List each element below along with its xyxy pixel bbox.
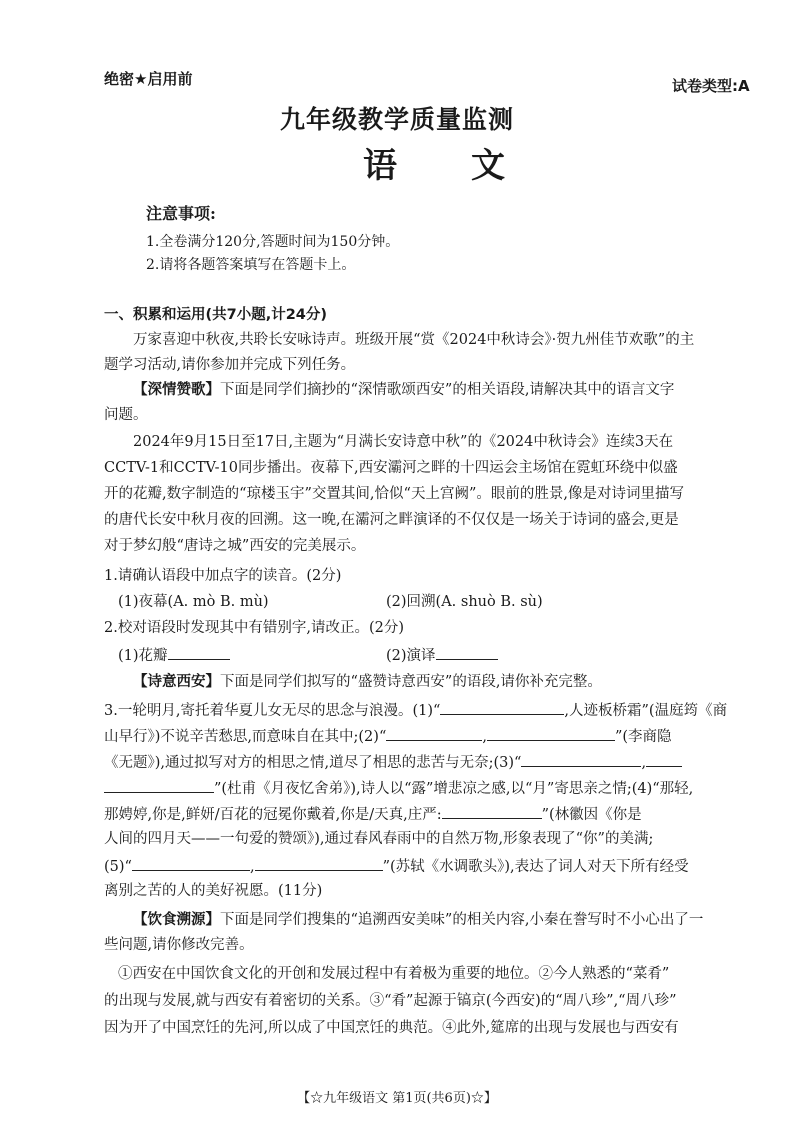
question-2-item-2 — [386, 644, 498, 666]
question-2-item-1 — [118, 644, 230, 666]
question-1-option-2: (2)回溯(A. shuò B. sù) — [386, 594, 543, 610]
q3-text: ,人迹板桥霜”(温庭筠《商 — [564, 703, 728, 719]
question-3-line — [104, 725, 672, 747]
question-3-line — [104, 699, 727, 721]
exam-title: 九年级教学质量监测 — [279, 105, 514, 134]
part-food-origin — [133, 910, 703, 930]
passage-line: 对于梦幻般“唐诗之城”西安的完美展示。 — [104, 538, 366, 554]
answer-blank[interactable] — [646, 751, 682, 767]
q2-word: (1)花瓣 — [118, 648, 168, 664]
question-3-line — [104, 855, 689, 877]
question-3-line — [104, 777, 693, 799]
answer-blank[interactable] — [104, 777, 214, 793]
answer-blank[interactable] — [168, 644, 230, 660]
part-text-cont: 些问题,请你修改完善。 — [104, 937, 254, 953]
question-3-line — [104, 881, 322, 901]
part-text: 下面是同学们摘抄的“深情歌颂西安”的相关语段,请解决其中的语言文字 — [220, 382, 675, 398]
passage2-line: 因为开了中国烹饪的先河,所以成了中国烹饪的典范。④此外,筵席的出现与发展也与西安有 — [104, 1020, 679, 1036]
part-tag: 【深情赞歌】 — [133, 381, 220, 398]
subject-char-2: 文 — [471, 146, 505, 186]
passage-line: 2024年9月15日至17日,主题为“月满长安诗意中秋”的《2024中秋诗会》连续3天在 — [133, 434, 674, 450]
answer-blank[interactable] — [442, 803, 542, 819]
question-1-stem: 1.请确认语段中加点字的读音。(2分) — [104, 568, 342, 584]
question-3-line — [104, 751, 682, 773]
question-3-line — [104, 803, 642, 825]
question-2-stem: 2.校对语段时发现其中有错别字,请改正。(2分) — [104, 620, 404, 636]
q3-text: ”(杜甫《月夜忆舍弟》),诗人以“露”增悲凉之感,以“月”寄思亲之情;(4)“那轻, — [214, 781, 694, 797]
answer-blank[interactable] — [436, 644, 498, 660]
part-text-cont: 问题。 — [104, 407, 148, 423]
q3-text: ”(苏轼《水调歌头》),表达了词人对天下所有经受 — [382, 859, 689, 875]
intro-line: 题学习活动,请你参加并完成下列任务。 — [104, 357, 356, 373]
q3-text: , — [641, 755, 647, 771]
subject-title — [363, 138, 505, 187]
answer-blank[interactable] — [521, 751, 641, 767]
q3-text: ”(林徽因《你是 — [541, 807, 642, 823]
subject-char-1: 语 — [363, 146, 397, 186]
note-item: 1.全卷满分120分,答题时间为150分钟。 — [146, 234, 400, 250]
paper-type-label: 试卷类型:A — [672, 77, 750, 95]
note-item: 2.请将各题答案填写在答题卡上。 — [146, 257, 356, 273]
passage-line: 开的花瓣,数字制造的“琼楼玉宇”交置其间,恰似“天上宫阙”。眼前的胜景,像是对诗词里描写 — [104, 486, 684, 502]
part-poetic-xian — [133, 672, 602, 692]
q3-text: 离别之苦的人的美好祝愿。(11分) — [104, 883, 323, 899]
question-3-line — [104, 829, 653, 849]
q2-word: (2)演译 — [386, 648, 436, 664]
q3-text: 3.一轮明月,寄托着华夏儿女无尽的思念与浪漫。(1)“ — [104, 703, 441, 719]
q3-text: 《无题》),通过拟写对方的相思之情,道尽了相思的悲苦与无奈;(3)“ — [104, 755, 522, 771]
part-text: 下面是同学们搜集的“追溯西安美味”的相关内容,小秦在誊写时不小心出了一 — [220, 912, 704, 928]
notes-heading: 注意事项: — [146, 204, 216, 223]
part-text: 下面是同学们拟写的“盛赞诗意西安”的语段,请你补充完整。 — [220, 674, 602, 690]
answer-blank[interactable] — [386, 725, 482, 741]
question-1-option-1: (1)夜幕(A. mò B. mù) — [118, 594, 269, 610]
intro-line: 万家喜迎中秋夜,共聆长安咏诗声。班级开展“赏《2024中秋诗会》·贺九州佳节欢歌”的主 — [133, 332, 695, 348]
section-title: 一、积累和运用(共7小题,计24分) — [104, 307, 328, 323]
passage-line: 的唐代长安中秋月夜的回溯。这一晚,在灞河之畔演译的不仅仅是一场关于诗词的盛会,更是 — [104, 512, 679, 528]
passage2-line: 的出现与发展,就与西安有着密切的关系。③“肴”起源于镐京(今西安)的“周八珍”,“周八珍” — [104, 993, 677, 1009]
confidential-label: 绝密★启用前 — [104, 70, 193, 88]
part-tag: 【诗意西安】 — [133, 673, 220, 690]
q3-text: ”(李商隐 — [614, 729, 672, 745]
passage-line: CCTV-1和CCTV-10同步播出。夜幕下,西安灞河之畔的十四运会主场馆在霓虹环绕中似盛 — [104, 460, 678, 476]
part-tag: 【饮食溯源】 — [133, 911, 220, 928]
passage2-line: ①西安在中国饮食文化的开创和发展过程中有着极为重要的地位。②今人熟悉的“菜肴” — [118, 966, 670, 982]
page-footer: 【☆九年级语文 第1页(共6页)☆】 — [297, 1091, 497, 1106]
q3-text: 人间的四月天——一句爱的赞颂》),通过春风春雨中的自然万物,形象表现了“你”的美满; — [104, 831, 654, 847]
answer-blank[interactable] — [132, 855, 250, 871]
answer-blank[interactable] — [440, 699, 564, 715]
q3-text: , — [482, 729, 487, 745]
q3-text: 那娉婷,你是,鲜妍/百花的冠冕你戴着,你是/天真,庄严: — [104, 807, 442, 823]
q3-text: (5)“ — [104, 859, 132, 875]
q3-text: , — [249, 859, 255, 875]
answer-blank[interactable] — [487, 725, 615, 741]
part-deep-praise — [133, 380, 674, 400]
answer-blank[interactable] — [255, 855, 383, 871]
q3-text: 山早行》)不说辛苦愁思,而意味自在其中;(2)“ — [104, 729, 387, 745]
